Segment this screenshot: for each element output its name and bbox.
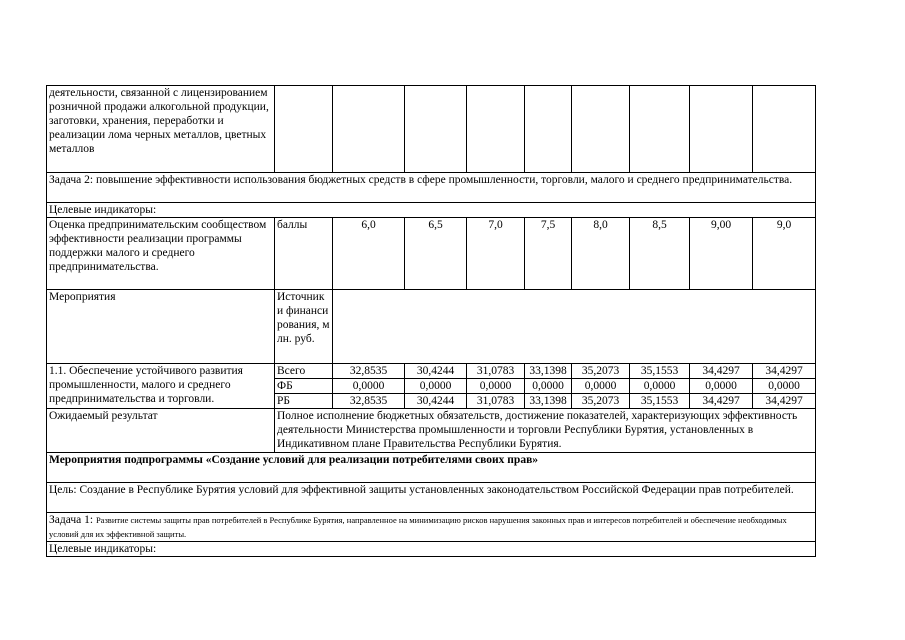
table-row — [47, 513, 816, 542]
funding-value: 35,2073 — [572, 394, 630, 409]
funding-value: 0,0000 — [405, 379, 467, 394]
table-row — [47, 542, 816, 557]
task-1-cell — [47, 513, 816, 542]
funding-value: 30,4244 — [405, 364, 467, 379]
funding-source: ФБ — [275, 379, 333, 394]
task-1-prefix: Задача 1: — [49, 514, 96, 526]
table-row — [47, 453, 816, 483]
funding-value: 35,1553 — [630, 394, 690, 409]
funding-value: 34,4297 — [690, 364, 753, 379]
table-row — [47, 409, 816, 453]
table-row — [47, 86, 816, 173]
table-row — [47, 173, 816, 203]
indicator-value: 8,0 — [572, 218, 630, 290]
funding-value: 0,0000 — [572, 379, 630, 394]
empty-cell — [405, 86, 467, 173]
table-row — [47, 483, 816, 513]
table-row — [47, 290, 816, 364]
funding-value: 34,4297 — [753, 394, 816, 409]
funding-value: 33,1398 — [525, 364, 572, 379]
table-row — [47, 203, 816, 218]
empty-cell — [467, 86, 525, 173]
indicator-value: 9,0 — [753, 218, 816, 290]
empty-cell — [572, 86, 630, 173]
funding-value: 34,4297 — [690, 394, 753, 409]
indicator-value: 6,0 — [333, 218, 405, 290]
measures-label: Мероприятия — [47, 290, 275, 364]
goal-cell: Цель: Создание в Республике Бурятия условий для эффективной защиты установленных законодательством Российской Федерации прав потребителей. — [47, 483, 816, 513]
indicator-value: 6,5 — [405, 218, 467, 290]
funding-value: 0,0000 — [525, 379, 572, 394]
funding-value: 35,1553 — [630, 364, 690, 379]
task-2-cell: Задача 2: повышение эффективности использования бюджетных средств в сфере промышленности, торговли, малого и среднего предпринимательства. — [47, 173, 816, 203]
empty-cell — [690, 86, 753, 173]
empty-cell — [630, 86, 690, 173]
funding-value: 30,4244 — [405, 394, 467, 409]
expected-result-text: Полное исполнение бюджетных обязательств, достижение показателей, характеризующих эффективность деятельности Министерства промышленности и торговли Республики Бурятия, установленных в Индикативном плане Правительства Республики Бурятия. — [275, 409, 816, 453]
funding-value: 34,4297 — [753, 364, 816, 379]
funding-value: 32,8535 — [333, 364, 405, 379]
indicator-value: 8,5 — [630, 218, 690, 290]
funding-value: 31,0783 — [467, 394, 525, 409]
funding-value: 0,0000 — [690, 379, 753, 394]
funding-row — [47, 364, 816, 379]
funding-source-header: Источники финансирования, млн. руб. — [275, 290, 333, 364]
funding-value: 0,0000 — [630, 379, 690, 394]
empty-cell — [333, 86, 405, 173]
measure-1-1-name: 1.1. Обеспечение устойчивого развития промышленности, малого и среднего предпринимательства и торговли. — [47, 364, 275, 409]
targets-heading: Целевые индикаторы: — [47, 203, 816, 218]
empty-cell — [275, 86, 333, 173]
empty-cell — [525, 86, 572, 173]
empty-cell — [753, 86, 816, 173]
program-table — [46, 85, 816, 557]
indicator-unit: баллы — [275, 218, 333, 290]
empty-cell — [333, 290, 816, 364]
subprogram-heading: Мероприятия подпрограммы «Создание условий для реализации потребителями своих прав» — [47, 453, 816, 483]
funding-value: 0,0000 — [333, 379, 405, 394]
funding-value: 32,8535 — [333, 394, 405, 409]
funding-value: 31,0783 — [467, 364, 525, 379]
funding-source: Всего — [275, 364, 333, 379]
indicator-value: 9,00 — [690, 218, 753, 290]
funding-source: РБ — [275, 394, 333, 409]
indicator-row — [47, 218, 816, 290]
targets-heading-2: Целевые индикаторы: — [47, 542, 816, 557]
task-1-text: Развитие системы защиты прав потребителей в Республике Бурятия, направленное на минимизацию рисков нарушения законных прав и интересов потребителей и обеспечение необходимых условий для их эффективной защиты. — [49, 515, 787, 539]
expected-result-label: Ожидаемый результат — [47, 409, 275, 453]
indicator-value: 7,0 — [467, 218, 525, 290]
funding-value: 35,2073 — [572, 364, 630, 379]
activity-description-cell: деятельности, связанной с лицензированием розничной продажи алкогольной продукции, заготовки, хранения, переработки и реализации лома черных металлов, цветных металлов — [47, 86, 275, 173]
funding-value: 0,0000 — [467, 379, 525, 394]
indicator-name: Оценка предпринимательским сообществом эффективности реализации программы поддержки малого и среднего предпринимательства. — [47, 218, 275, 290]
indicator-value: 7,5 — [525, 218, 572, 290]
funding-value: 33,1398 — [525, 394, 572, 409]
funding-value: 0,0000 — [753, 379, 816, 394]
